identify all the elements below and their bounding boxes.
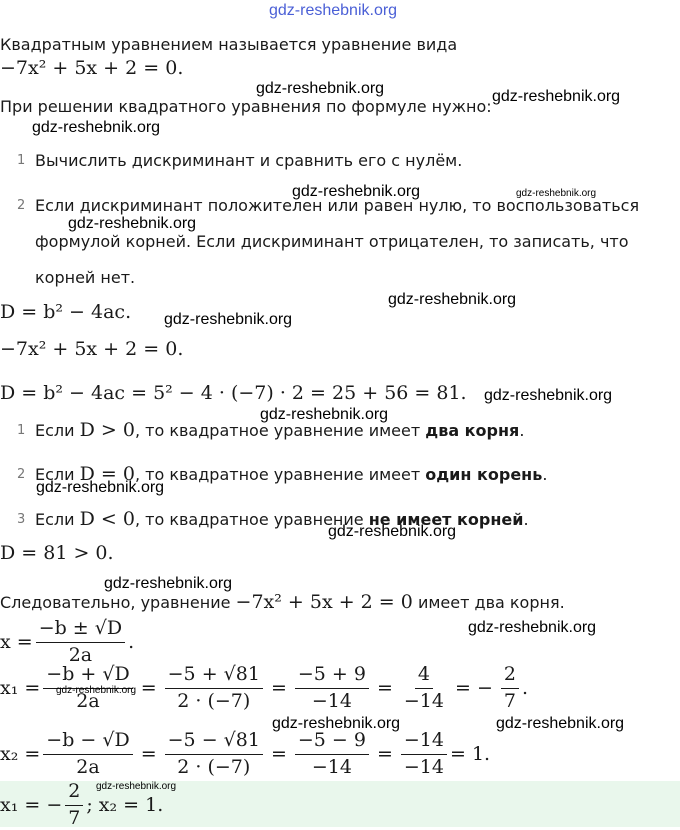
step-text: формулой корней. Если дискриминант отрицателен, то записать, что bbox=[35, 232, 629, 251]
watermark-text[interactable]: gdz-reshebnik.org bbox=[56, 685, 137, 696]
intro-line: Квадратным уравнением называется уравнение вида bbox=[0, 35, 458, 54]
watermark-text[interactable]: gdz-reshebnik.org bbox=[96, 781, 177, 792]
discriminant-formula: D = b² − 4ac. bbox=[0, 301, 132, 323]
watermark-text[interactable]: gdz-reshebnik.org bbox=[68, 215, 197, 232]
step-text: Если дискриминант положителен или равен нулю, то воспользоваться bbox=[35, 196, 640, 215]
watermark-text[interactable]: gdz-reshebnik.org bbox=[164, 311, 293, 328]
watermark-text[interactable]: gdz-reshebnik.org bbox=[388, 291, 517, 308]
x1-calculation: x₁ = $\frac{-b + √D}{2a}$ = $\frac{-5 + √81}{2 \cdot (-7)}$ = $\frac{-5 + 9}{-14}$ = $\frac{4}{-14}$ = − $\frac{2}{7}$ . bbox=[0, 663, 529, 712]
case-number: 3 bbox=[17, 512, 26, 527]
watermark-text[interactable]: gdz-reshebnik.org bbox=[516, 188, 597, 199]
step-number: 2 bbox=[17, 198, 26, 213]
top-watermark[interactable]: gdz-reshebnik.org bbox=[269, 2, 398, 19]
watermark-text[interactable]: gdz-reshebnik.org bbox=[492, 88, 621, 105]
intro-equation: −7x² + 5x + 2 = 0. bbox=[0, 57, 184, 79]
watermark-text[interactable]: gdz-reshebnik.org bbox=[32, 119, 161, 136]
case-text: Если D < 0, то квадратное уравнение не имеет корней. bbox=[35, 508, 529, 530]
discriminant-result: D = 81 > 0. bbox=[0, 542, 114, 564]
roots-formula: x = $\frac{-b \pm √D}{2a}$ . bbox=[0, 617, 135, 666]
watermark-text[interactable]: gdz-reshebnik.org bbox=[272, 715, 401, 732]
watermark-text[interactable]: gdz-reshebnik.org bbox=[484, 387, 613, 404]
watermark-text[interactable]: gdz-reshebnik.org bbox=[104, 575, 233, 592]
step-number: 1 bbox=[17, 153, 26, 168]
intro-instructions: При решении квадратного уравнения по формуле нужно: bbox=[0, 97, 492, 116]
watermark-text[interactable]: gdz-reshebnik.org bbox=[292, 183, 421, 200]
case-number: 2 bbox=[17, 467, 26, 482]
watermark-text[interactable]: gdz-reshebnik.org bbox=[260, 406, 389, 423]
watermark-text[interactable]: gdz-reshebnik.org bbox=[328, 523, 457, 540]
step-text: Вычислить дискриминант и сравнить его с нулём. bbox=[35, 151, 463, 170]
answer-line: x₁ = − $\frac{2}{7}$ ; x₂ = 1. bbox=[0, 780, 164, 829]
discriminant-calculation: D = b² − 4ac = 5² − 4 · (−7) · 2 = 25 + 56 = 81. bbox=[0, 382, 467, 404]
watermark-text[interactable]: gdz-reshebnik.org bbox=[36, 479, 165, 496]
watermark-text[interactable]: gdz-reshebnik.org bbox=[468, 619, 597, 636]
watermark-text[interactable]: gdz-reshebnik.org bbox=[256, 80, 385, 97]
watermark-text[interactable]: gdz-reshebnik.org bbox=[496, 715, 625, 732]
step-text: корней нет. bbox=[35, 268, 136, 287]
x2-calculation: x₂ = $\frac{-b - √D}{2a}$ = $\frac{-5 - √81}{2 \cdot (-7)}$ = $\frac{-5 - 9}{-14}$ = $\frac{-14}{-14}$ = 1. bbox=[0, 729, 491, 778]
case-text: Если D = 0, то квадратное уравнение имеет один корень. bbox=[35, 463, 548, 485]
case-text: Если D > 0, то квадратное уравнение имеет два корня. bbox=[35, 419, 525, 441]
case-number: 1 bbox=[17, 423, 26, 438]
equation-repeat: −7x² + 5x + 2 = 0. bbox=[0, 338, 184, 360]
conclusion-text: Следовательно, уравнение −7x² + 5x + 2 = 0 имеет два корня. bbox=[0, 591, 565, 613]
